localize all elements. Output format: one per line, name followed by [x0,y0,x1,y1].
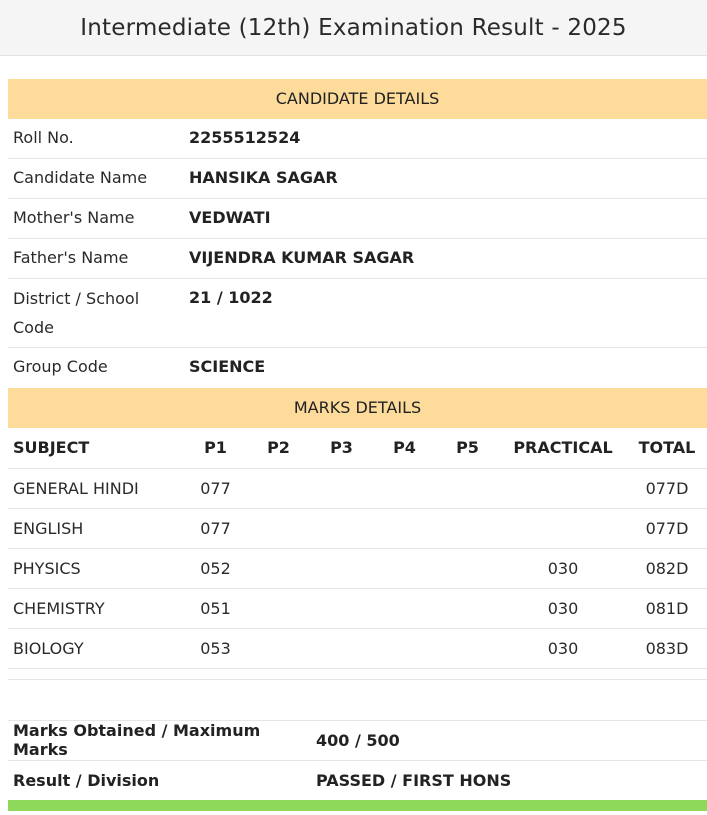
column-header-total: TOTAL [627,428,707,468]
summary-row-result [8,760,707,800]
practical-cell [499,468,627,508]
practical-cell: 030 [499,588,627,628]
p5-cell [436,508,499,548]
detail-label: District / School Code [13,289,140,337]
p1-cell: 051 [184,588,247,628]
total-cell: 082D [627,548,707,588]
summary-row-marks [8,720,707,760]
detail-value: 21 / 1022 [189,288,273,307]
column-header-p2: P2 [247,428,310,468]
practical-cell: 030 [499,548,627,588]
column-header-p1: P1 [184,428,247,468]
detail-label: Father's Name [13,248,129,267]
p4-cell [373,628,436,668]
column-header-subject: SUBJECT [8,428,184,468]
detail-row-father-name [8,239,707,279]
p3-cell [310,508,373,548]
page-title: Intermediate (12th) Examination Result - 2025 [80,14,627,41]
practical-cell: 030 [499,628,627,668]
p3-cell [310,468,373,508]
result-division-value: PASSED / FIRST HONS [316,770,512,790]
p1-cell: 077 [184,468,247,508]
p4-cell [373,548,436,588]
summary-value: 400 / 500 [316,730,400,750]
marks-table-header-row [8,428,707,468]
subject-cell: PHYSICS [8,548,184,588]
total-cell: 077D [627,468,707,508]
subject-cell: BIOLOGY [8,628,184,668]
candidate-details-header: CANDIDATE DETAILS [8,79,707,119]
p1-cell: 052 [184,548,247,588]
marks-table [8,428,707,669]
page-header [0,0,707,56]
table-row [8,628,707,668]
detail-row-mother-name [8,199,707,239]
p5-cell [436,628,499,668]
p2-cell [247,588,310,628]
column-header-p4: P4 [373,428,436,468]
detail-value: 2255512524 [189,128,301,147]
p4-cell [373,588,436,628]
detail-row-group-code [8,348,707,388]
practical-cell [499,508,627,548]
table-row [8,548,707,588]
detail-label: Group Code [13,357,108,376]
summary-label: Result / Division [13,770,160,790]
table-divider [8,669,707,680]
subject-cell: ENGLISH [8,508,184,548]
summary-label: Marks Obtained / Maximum Marks [13,721,261,759]
detail-value: VEDWATI [189,208,271,227]
p2-cell [247,508,310,548]
p5-cell [436,548,499,588]
detail-label: Roll No. [13,128,74,147]
p2-cell [247,628,310,668]
detail-row-candidate-name [8,159,707,199]
table-row [8,508,707,548]
detail-value: VIJENDRA KUMAR SAGAR [189,248,415,267]
p3-cell [310,628,373,668]
table-row [8,588,707,628]
column-header-practical: PRACTICAL [499,428,627,468]
subject-cell: GENERAL HINDI [8,468,184,508]
total-cell: 081D [627,588,707,628]
detail-row-district-school-code [8,279,707,348]
p1-cell: 077 [184,508,247,548]
p2-cell [247,548,310,588]
section-gap [8,680,707,720]
detail-label: Mother's Name [13,208,135,227]
p3-cell [310,548,373,588]
column-header-p3: P3 [310,428,373,468]
p5-cell [436,588,499,628]
p1-cell: 053 [184,628,247,668]
subject-cell: CHEMISTRY [8,588,184,628]
total-cell: 077D [627,508,707,548]
pass-status-bar [8,800,707,811]
p4-cell [373,468,436,508]
column-header-p5: P5 [436,428,499,468]
marks-details-header: MARKS DETAILS [8,388,707,428]
detail-value: HANSIKA SAGAR [189,168,338,187]
result-card [8,79,707,811]
detail-value: SCIENCE [189,357,266,376]
p3-cell [310,588,373,628]
p5-cell [436,468,499,508]
total-cell: 083D [627,628,707,668]
p2-cell [247,468,310,508]
p4-cell [373,508,436,548]
detail-row-roll-no [8,119,707,159]
table-row [8,468,707,508]
detail-label: Candidate Name [13,168,148,187]
